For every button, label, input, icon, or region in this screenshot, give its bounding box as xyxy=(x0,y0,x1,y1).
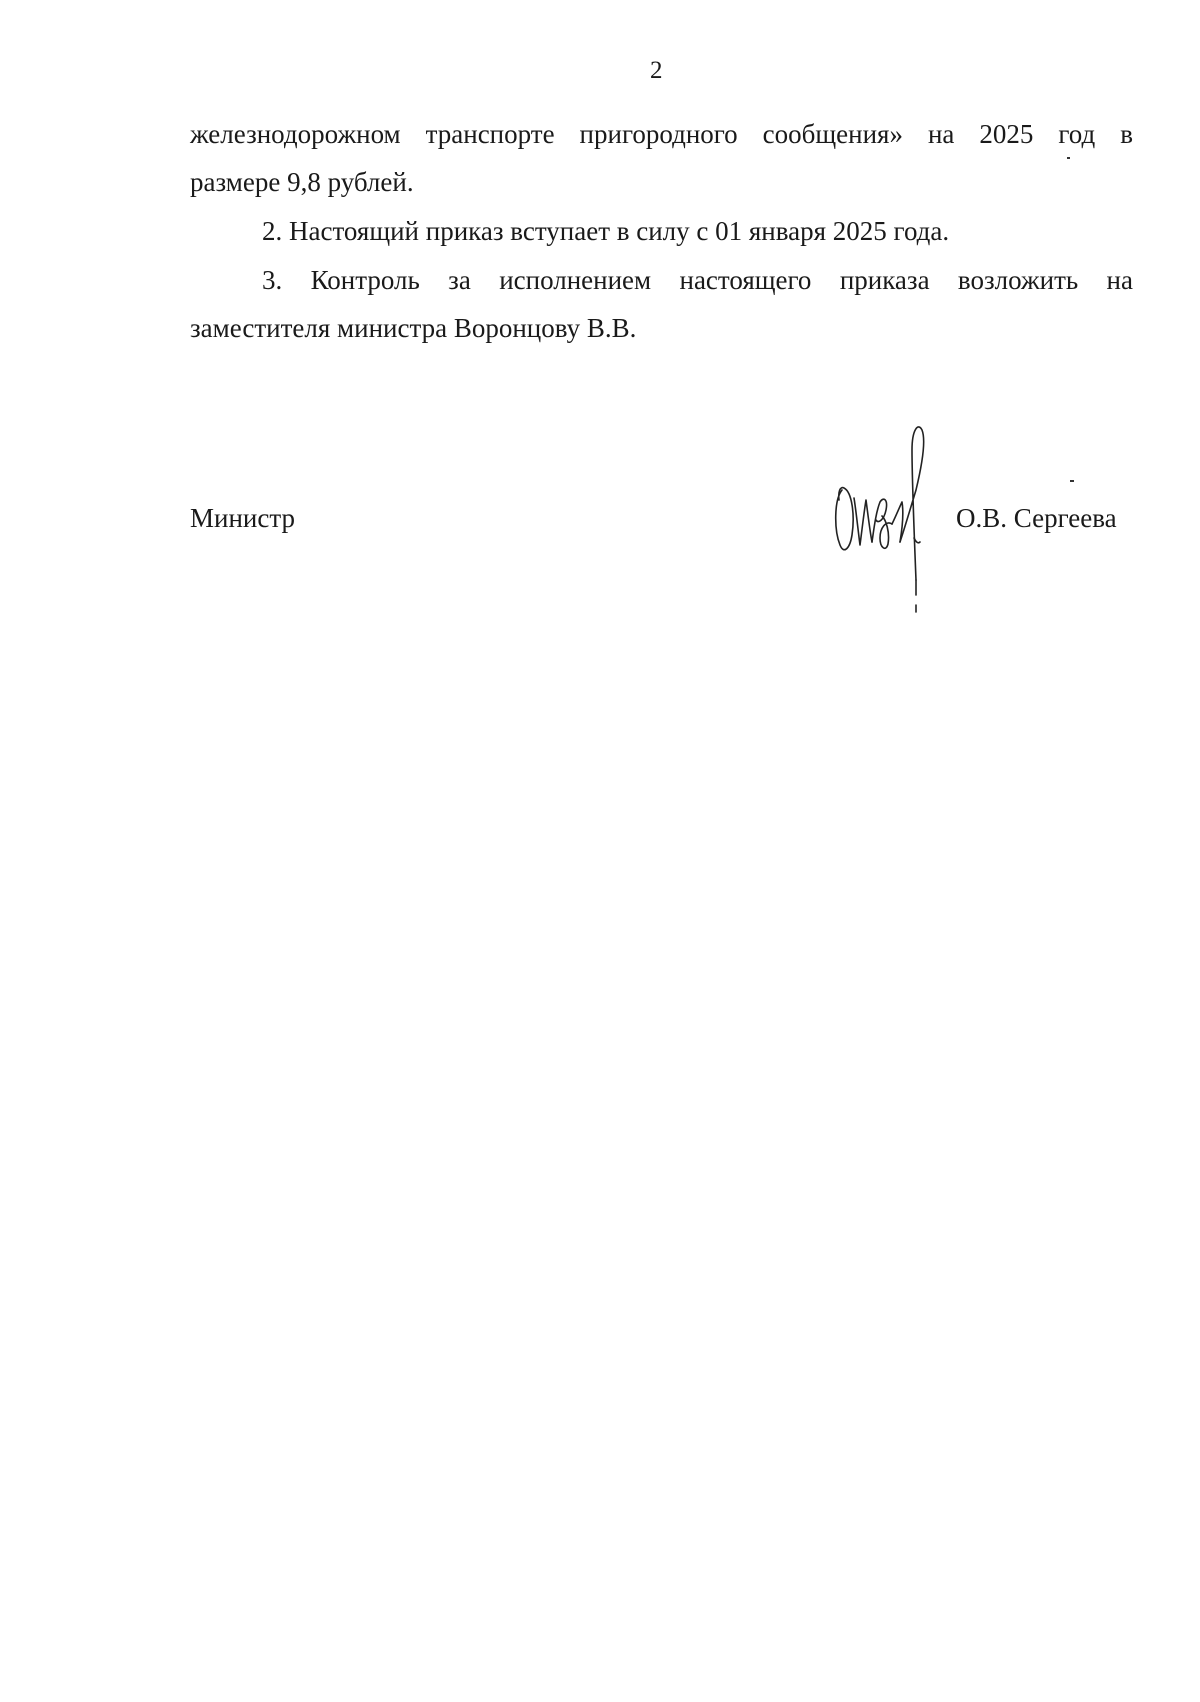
signatory-name: О.В. Сергеева xyxy=(956,503,1117,533)
paragraph-continuation-line-1: железнодорожном транспорте пригородного сообщения» на 2025 год в xyxy=(190,119,1133,149)
scan-speck xyxy=(1067,157,1070,159)
paragraph-item-2: 2. Настоящий приказ вступает в силу с 01 января 2025 года. xyxy=(262,216,950,246)
paragraph-item-3-line-2: заместителя министра Воронцову В.В. xyxy=(190,313,637,343)
signatory-role: Министр xyxy=(190,503,295,533)
paragraph-item-3-line-1: 3. Контроль за исполнением настоящего приказа возложить на xyxy=(262,265,1133,295)
handwritten-signature xyxy=(830,420,960,630)
scan-speck xyxy=(1070,480,1074,482)
paragraph-continuation-line-2: размере 9,8 рублей. xyxy=(190,167,414,197)
page-number: 2 xyxy=(650,57,663,84)
